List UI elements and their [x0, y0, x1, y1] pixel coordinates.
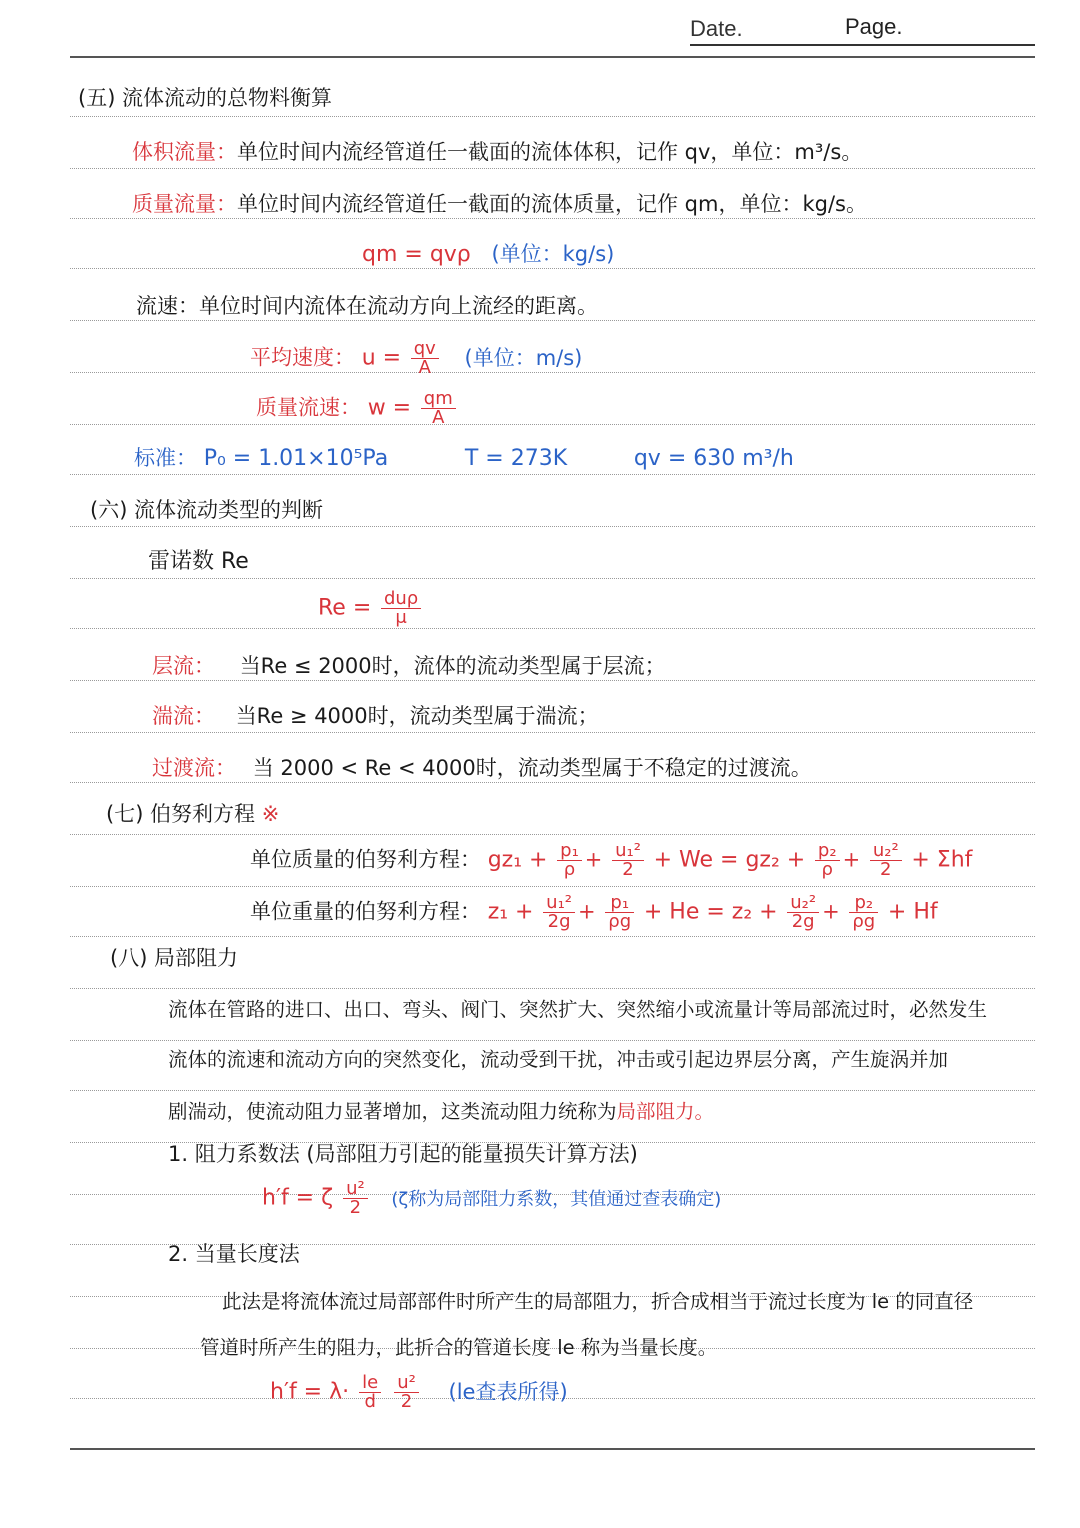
- date-label: Date.: [690, 16, 743, 41]
- section-8-title: (八) 局部阻力: [110, 946, 239, 970]
- standard-label: 标准：: [134, 446, 197, 470]
- eq1-p1: p₁: [557, 842, 582, 861]
- eq2-part-c: + Hf: [887, 899, 938, 925]
- local-resistance-term: 局部阻力。: [616, 1100, 715, 1123]
- local-resistance-para-line-3-text: 剧湍动，使流动阻力显著增加，这类流动阻力统称为: [168, 1100, 617, 1123]
- section-7-title: (七) 伯努利方程: [106, 802, 256, 826]
- average-velocity-term: 平均速度：: [250, 345, 355, 370]
- eq1-rho2: ρ: [821, 859, 833, 880]
- reynolds-numerator: duρ: [381, 590, 421, 609]
- eq2-p2: p₂: [849, 894, 878, 913]
- method-2-equation-line: [270, 1374, 568, 1411]
- important-star-mark: ※: [261, 802, 280, 826]
- mass-velocity-fraction: [421, 390, 456, 427]
- volume-flow-definition: 单位时间内流经管道任一截面的流体体积，记作 qv，单位：m³/s。: [237, 140, 863, 164]
- local-resistance-para-line-2: 流体的流速和流动方向的突然变化，流动受到干扰，冲击或引起边界层分离，产生旋涡并加: [168, 1048, 949, 1071]
- method-2-text-line-2: 管道时所产生的阻力，此折合的管道长度 le 称为当量长度。: [200, 1336, 718, 1359]
- volume-flow-term: 体积流量：: [132, 140, 237, 164]
- method-2-numerator-1: le: [359, 1374, 381, 1393]
- eq1-two2: 2: [880, 859, 892, 880]
- average-velocity-denominator: A: [418, 357, 431, 378]
- bernoulli-mass-label: 单位质量的伯努利方程：: [250, 847, 481, 872]
- method-2-equation: [270, 1374, 422, 1411]
- eq1-part-a: gz₁ +: [487, 847, 548, 873]
- eq2-2g2: 2g: [791, 911, 815, 932]
- mass-flow-term: 质量流量：: [132, 192, 237, 216]
- eq2-u2: u₂²: [787, 894, 819, 913]
- turbulent-term: 湍流：: [152, 704, 215, 728]
- average-velocity-line: [250, 340, 582, 377]
- method-2-note: (le查表所得): [448, 1379, 568, 1404]
- reynolds-lhs: Re =: [318, 595, 372, 621]
- method-2-denominator-2: 2: [400, 1391, 413, 1412]
- standard-conditions-line: [134, 444, 794, 473]
- mass-velocity-lhs: w =: [367, 395, 412, 421]
- average-velocity-fraction: [411, 340, 439, 377]
- laminar-text: 当Re ≤ 2000时，流体的流动类型属于层流；: [239, 654, 666, 678]
- velocity-line: [136, 292, 598, 320]
- turbulent-line: [152, 702, 599, 730]
- standard-flow: qv = 630 m³/h: [633, 446, 794, 471]
- turbulent-text: 当Re ≥ 4000时，流动类型属于湍流；: [235, 704, 599, 728]
- mass-flow-unit-note: (单位：kg/s): [491, 242, 615, 266]
- eq1-part-c: + Σhf: [911, 847, 973, 873]
- velocity-term: 流速：: [136, 294, 199, 318]
- method-2-numerator-2: u²: [394, 1374, 419, 1393]
- method-2-text-line-1: 此法是将流体流过局部部件时所产生的局部阻力，折合成相当于流过长度为 le 的同直径: [222, 1290, 974, 1313]
- method-1-lhs: h′f = ζ: [262, 1185, 334, 1211]
- bernoulli-weight-equation: z₁ + $\frac{\text{u₁²}}{2g}$ + $\frac{\text{p₁}}{\rho g}$ + He = z₂ + $\frac{\text{u₂²}}{2g}$ + $\frac{\text{p₂}}{\rho g}$ + Hf: [487, 892, 938, 932]
- section-5-title: (五) 流体流动的总物料衡算: [78, 86, 333, 110]
- method-1-denominator: 2: [349, 1197, 362, 1218]
- eq2-u1: u₁²: [543, 894, 575, 913]
- local-resistance-para-line-3: [168, 1098, 714, 1126]
- bernoulli-mass-line: [250, 842, 972, 879]
- reynolds-denominator: μ: [395, 607, 407, 628]
- section-7-title-line: [106, 800, 279, 828]
- mass-flow-line: [132, 190, 867, 218]
- bottom-rule: [70, 1448, 1035, 1450]
- average-velocity-lhs: u =: [361, 345, 402, 371]
- laminar-term: 层流：: [152, 654, 215, 678]
- mass-flow-definition: 单位时间内流经管道任一截面的流体质量，记作 qm，单位：kg/s。: [237, 192, 867, 216]
- eq1-two1: 2: [622, 859, 634, 880]
- eq1-rho1: ρ: [563, 859, 576, 880]
- transitional-line: [152, 754, 812, 782]
- volume-flow-line: [132, 138, 862, 166]
- mass-velocity-denominator: A: [432, 407, 445, 428]
- method-1-numerator: u²: [343, 1180, 368, 1199]
- eq2-rg1: ρg: [608, 911, 632, 932]
- average-velocity-unit-note: (单位：m/s): [464, 345, 583, 370]
- mass-velocity-term: 质量流速：: [256, 395, 361, 420]
- transitional-text: 当 2000 < Re < 4000时，流动类型属于不稳定的过渡流。: [252, 756, 812, 780]
- method-1-title: 1. 阻力系数法 (局部阻力引起的能量损失计算方法): [168, 1142, 638, 1166]
- mass-velocity-numerator: qm: [421, 390, 456, 409]
- method-1-equation-line: [262, 1180, 721, 1217]
- method-2-title: 2. 当量长度法: [168, 1242, 300, 1266]
- reynolds-equation-line: [318, 590, 424, 627]
- transitional-term: 过渡流：: [152, 756, 236, 780]
- eq2-2g1: 2g: [547, 911, 571, 932]
- reynolds-number-label: 雷诺数 Re: [148, 549, 249, 574]
- method-2-denominator-1: d: [364, 1391, 376, 1412]
- eq1-u2: u₂²: [870, 842, 902, 861]
- bernoulli-weight-label: 单位重量的伯努利方程：: [250, 899, 481, 924]
- page-label: Page.: [845, 14, 903, 39]
- eq2-part-b: + He = z₂ +: [643, 899, 778, 925]
- top-rule: [70, 56, 1035, 58]
- eq1-u1: u₁²: [612, 842, 644, 861]
- section-6-title: (六) 流体流动类型的判断: [90, 498, 324, 522]
- eq1-p2: p₂: [815, 842, 840, 861]
- eq2-p1: p₁: [605, 894, 634, 913]
- velocity-definition: 单位时间内流体在流动方向上流经的距离。: [199, 294, 598, 318]
- laminar-line: [152, 652, 666, 680]
- eq2-part-a: z₁ +: [487, 899, 534, 925]
- mass-flow-equation-line: [362, 240, 614, 269]
- header-rule: [690, 44, 1035, 46]
- average-velocity-numerator: qv: [411, 340, 439, 359]
- method-1-equation: [262, 1180, 371, 1217]
- bernoulli-weight-line: [250, 894, 938, 931]
- eq2-rg2: ρg: [852, 911, 876, 932]
- mass-flow-equation: qm = qvρ: [362, 242, 471, 267]
- method-1-note: (ζ称为局部阻力系数，其值通过查表确定): [391, 1188, 722, 1210]
- bernoulli-mass-equation: gz₁ + $\frac{\text{p₁}}{\rho}$ + $\frac{\text{u₁²}}{2}$ + We = gz₂ + $\frac{\text{p₂}}{\rho}$ + $\frac{\text{u₂²}}{2}$ + Σhf: [487, 840, 973, 880]
- mass-velocity-line: [256, 390, 459, 427]
- standard-temperature: T = 273K: [464, 446, 568, 471]
- local-resistance-para-line-1: 流体在管路的进口、出口、弯头、阀门、突然扩大、突然缩小或流量计等局部流过时，必然发生: [168, 998, 988, 1021]
- method-2-lhs: h′f = λ·: [270, 1379, 350, 1405]
- standard-pressure: P₀ = 1.01×10⁵Pa: [203, 446, 389, 471]
- reynolds-fraction: [381, 590, 421, 627]
- eq1-part-b: + We = gz₂ +: [653, 847, 806, 873]
